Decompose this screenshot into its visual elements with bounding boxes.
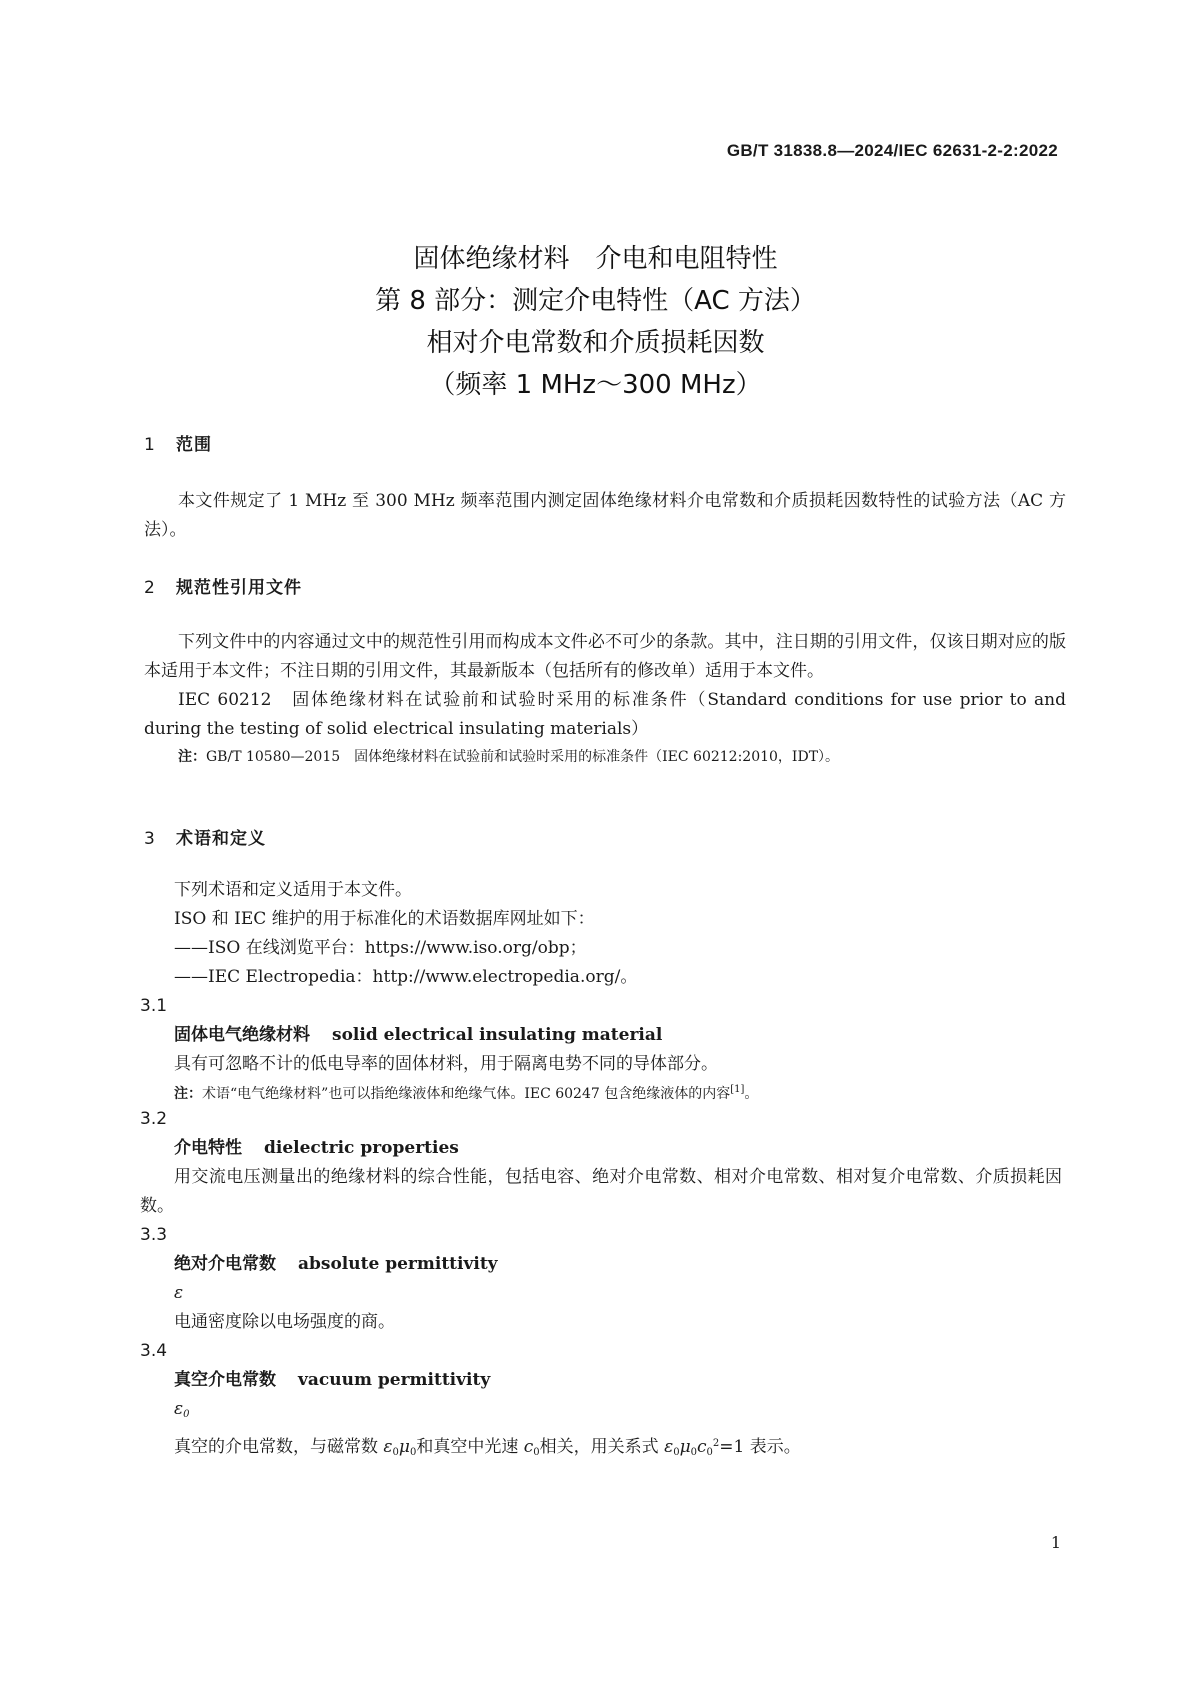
term-number: 3.4 — [140, 1341, 168, 1361]
term-name-en: dielectric properties — [264, 1138, 459, 1158]
section-title: 规范性引用文件 — [176, 578, 302, 598]
title-line-3: 相对介电常数和介质损耗因数 — [426, 328, 765, 358]
term-name-cn: 固体电气绝缘材料 — [174, 1025, 310, 1045]
term-number: 3.3 — [140, 1225, 168, 1245]
section-2-body — [144, 628, 1066, 768]
section-title: 术语和定义 — [176, 829, 266, 849]
term-symbol — [140, 1395, 1062, 1429]
note-text: GB/T 10580—2015 固体绝缘材料在试验前和试验时采用的标准条件（IEC 60212:2010，IDT）。 — [206, 749, 840, 765]
citation-ref: [1] — [730, 1084, 745, 1095]
c: c — [697, 1437, 707, 1457]
symbol-epsilon: ε — [174, 1399, 184, 1419]
symbol-subscript: 0 — [183, 1409, 190, 1420]
section-3-body — [140, 876, 1062, 1467]
terms-intro: 下列术语和定义适用于本文件。 — [174, 880, 412, 900]
section-2-heading — [144, 573, 1066, 598]
def-part-1: 真空的介电常数，与磁常数 — [174, 1437, 384, 1457]
def-part-4: =1 表示。 — [719, 1437, 801, 1457]
note-end: 。 — [744, 1086, 759, 1102]
sub0: 0 — [673, 1447, 680, 1458]
sub0: 0 — [392, 1447, 399, 1458]
term-name-en: solid electrical insulating material — [332, 1025, 663, 1045]
mu: μ — [398, 1437, 410, 1457]
page-number: 1 — [1050, 1533, 1061, 1552]
term-name-cn: 绝对介电常数 — [174, 1254, 276, 1274]
document-title — [0, 238, 1191, 406]
section-1-body — [144, 487, 1066, 545]
note — [144, 746, 1066, 768]
term-definition: 电通密度除以电场强度的商。 — [174, 1312, 395, 1332]
standard-number: GB/T 31838.8—2024/IEC 62631-2-2:2022 — [726, 141, 1058, 160]
term-name-en: vacuum permittivity — [298, 1370, 491, 1390]
term-symbol: ε — [174, 1283, 184, 1303]
normative-references-paragraph: 下列文件中的内容通过文中的规范性引用而构成本文件必不可少的条款。其中，注日期的引用文件，仅该日期对应的版本适用于本文件；不注日期的引用文件，其最新版本（包括所有的修改单）适用于本文件。 — [144, 632, 1066, 681]
sub0: 0 — [690, 1447, 697, 1458]
term-definition — [140, 1429, 1062, 1467]
reference-entry: IEC 60212 固体绝缘材料在试验前和试验时采用的标准条件（Standard conditions for use prior to and during the testing of solid electrical insulating materials） — [144, 690, 1066, 739]
note-label: 注： — [174, 1086, 202, 1102]
scope-paragraph: 本文件规定了 1 MHz 至 300 MHz 频率范围内测定固体绝缘材料介电常数和介质损耗因数特性的试验方法（AC 方法）。 — [144, 491, 1066, 540]
term-name-cn: 介电特性 — [174, 1138, 242, 1158]
term-name-cn: 真空介电常数 — [174, 1370, 276, 1390]
section-title: 范围 — [176, 435, 212, 455]
note-label: 注： — [178, 749, 206, 765]
def-part-2: 和真空中光速 — [416, 1437, 524, 1457]
term-name — [140, 1134, 1062, 1163]
term-number: 3.2 — [140, 1109, 168, 1129]
terms-database-intro: ISO 和 IEC 维护的用于标准化的术语数据库网址如下： — [174, 909, 595, 929]
iec-electropedia-item: ——IEC Electropedia：http://www.electropedia.org/。 — [174, 967, 638, 987]
title-line-2: 第 8 部分：测定介电特性（AC 方法） — [375, 286, 816, 316]
sub0: 0 — [706, 1447, 713, 1458]
term-definition: 用交流电压测量出的绝缘材料的综合性能，包括电容、绝对介电常数、相对介电常数、相对复介电常数、介质损耗因数。 — [140, 1167, 1062, 1216]
term-number: 3.1 — [140, 996, 168, 1016]
note-text: 术语“电气绝缘材料”也可以指绝缘液体和绝缘气体。IEC 60247 包含绝缘液体的内容 — [202, 1086, 731, 1102]
title-line-4: （频率 1 MHz～300 MHz） — [429, 370, 762, 400]
eps: ε — [383, 1437, 393, 1457]
def-part-3: 相关，用关系式 — [539, 1437, 665, 1457]
term-name — [140, 1250, 1062, 1279]
note — [140, 1079, 1062, 1105]
term-definition: 具有可忽略不计的低电导率的固体材料，用于隔离电势不同的导体部分。 — [174, 1054, 718, 1074]
superscript-2: 2 — [712, 1438, 720, 1449]
term-name — [140, 1366, 1062, 1395]
term-name-en: absolute permittivity — [298, 1254, 498, 1274]
c: c — [523, 1437, 534, 1457]
term-name — [140, 1021, 1062, 1050]
section-number: 2 — [144, 578, 156, 598]
title-line-1: 固体绝缘材料 介电和电阻特性 — [413, 244, 778, 274]
section-1-heading — [144, 430, 1066, 455]
eps: ε — [664, 1437, 674, 1457]
sub0: 0 — [533, 1447, 540, 1458]
section-number: 3 — [144, 829, 156, 849]
sub0: 0 — [409, 1447, 417, 1458]
mu: μ — [679, 1437, 691, 1457]
section-3-heading — [144, 824, 1066, 849]
section-number: 1 — [144, 435, 156, 455]
iso-obp-item: ——ISO 在线浏览平台：https://www.iso.org/obp； — [174, 938, 587, 958]
